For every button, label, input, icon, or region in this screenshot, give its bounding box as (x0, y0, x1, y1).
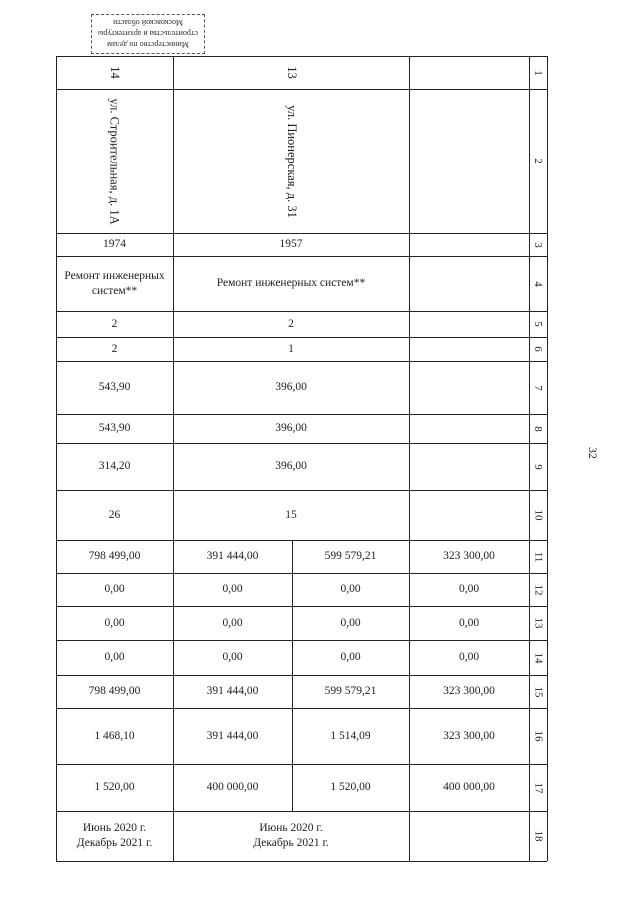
row-number: 11 (532, 551, 544, 562)
stamp-line: Московской области (113, 18, 183, 28)
table-cell: 0,00 (104, 651, 125, 663)
table-cell: 2 (111, 342, 118, 355)
table-cell: 1 520,00 (330, 781, 371, 793)
period-end: Декабрь 2021 г. (253, 837, 329, 849)
work-period (56, 811, 173, 861)
stamp-line: Министерство по делам (107, 40, 189, 50)
row-number: 14 (532, 652, 544, 663)
table-cell: 798 499,00 (88, 685, 141, 697)
page-number: 32 (586, 447, 600, 459)
period-start: Июнь 2020 г. (259, 822, 323, 834)
row-number: 12 (532, 584, 544, 595)
row-number: 5 (532, 321, 544, 327)
row-number: 17 (532, 782, 544, 793)
data-table (56, 56, 547, 861)
table-cell: 0,00 (222, 651, 243, 663)
table-cell: 396,00 (275, 422, 307, 434)
object-number: 14 (108, 66, 122, 79)
table-cell: 798 499,00 (88, 550, 141, 562)
table-cell: 0,00 (104, 616, 125, 629)
row-number: 13 (532, 617, 544, 629)
table-cell: 26 (108, 508, 121, 521)
row-number: 16 (532, 730, 544, 742)
period-start: Июнь 2020 г. (82, 822, 147, 834)
row-number: 10 (532, 509, 544, 521)
table-cell: 0,00 (222, 616, 243, 629)
table-cell: 391 444,00 (206, 729, 259, 742)
table-cell: 323 300,00 (443, 685, 495, 697)
table-cell: 400 000,00 (206, 781, 259, 793)
table-cell: 323 300,00 (443, 550, 495, 562)
work-type: Ремонт инженерных систем** (216, 277, 366, 289)
stamp-line: строительства и архитектуры (97, 29, 199, 39)
period-end: Декабрь 2021 г. (76, 837, 153, 849)
table-cell: 1 520,00 (94, 781, 135, 793)
object-address: ул. Пионерская, д. 31 (284, 104, 299, 218)
work-period (173, 811, 409, 861)
row-number: 7 (532, 384, 544, 391)
table-cell: 0,00 (104, 583, 125, 595)
table-cell: 396,00 (275, 460, 307, 472)
table-cell: 2 (288, 317, 294, 330)
table-cell: 543,90 (98, 422, 131, 434)
table-cell: 314,20 (98, 460, 131, 472)
row-number: 2 (532, 158, 544, 164)
build-year: 1957 (279, 238, 303, 250)
row-number: 15 (532, 686, 544, 697)
row-number: 8 (532, 425, 544, 432)
table-cell: 2 (111, 317, 118, 330)
table-cell: 323 300,00 (443, 729, 495, 742)
table-cell: 1 514,09 (330, 729, 371, 742)
row-number: 1 (532, 69, 544, 76)
table-cell: 0,00 (340, 651, 361, 663)
row-number: 9 (532, 463, 544, 470)
row-number: 4 (532, 280, 544, 287)
table-cell: 599 579,21 (324, 550, 377, 562)
table-cell: 1 468,10 (94, 729, 135, 742)
table-cell: 543,90 (98, 381, 131, 393)
row-number: 3 (532, 241, 544, 248)
table-cell: 396,00 (275, 381, 307, 393)
object-number: 13 (284, 66, 299, 79)
table-cell: 400 000,00 (443, 781, 495, 793)
table-cell: 1 (288, 342, 294, 355)
approval-stamp (91, 14, 205, 54)
table-cell: 0,00 (458, 583, 480, 595)
table-cell: 391 444,00 (206, 550, 259, 562)
table-cell: 0,00 (458, 651, 480, 663)
table-cell: 15 (285, 508, 297, 521)
build-year: 1974 (103, 238, 126, 250)
table-cell: 391 444,00 (206, 685, 259, 697)
table-cell: 0,00 (222, 583, 243, 595)
row-number: 18 (532, 830, 544, 842)
table-cell: 0,00 (340, 583, 361, 595)
table-cell: 0,00 (458, 616, 480, 629)
object-address: ул. Строительная, д. 1А (108, 97, 122, 225)
work-type: Ремонт инженерных систем** (64, 269, 165, 297)
row-number: 6 (532, 346, 544, 352)
table-cell: 0,00 (340, 616, 361, 629)
table-cell: 599 579,21 (324, 685, 377, 697)
